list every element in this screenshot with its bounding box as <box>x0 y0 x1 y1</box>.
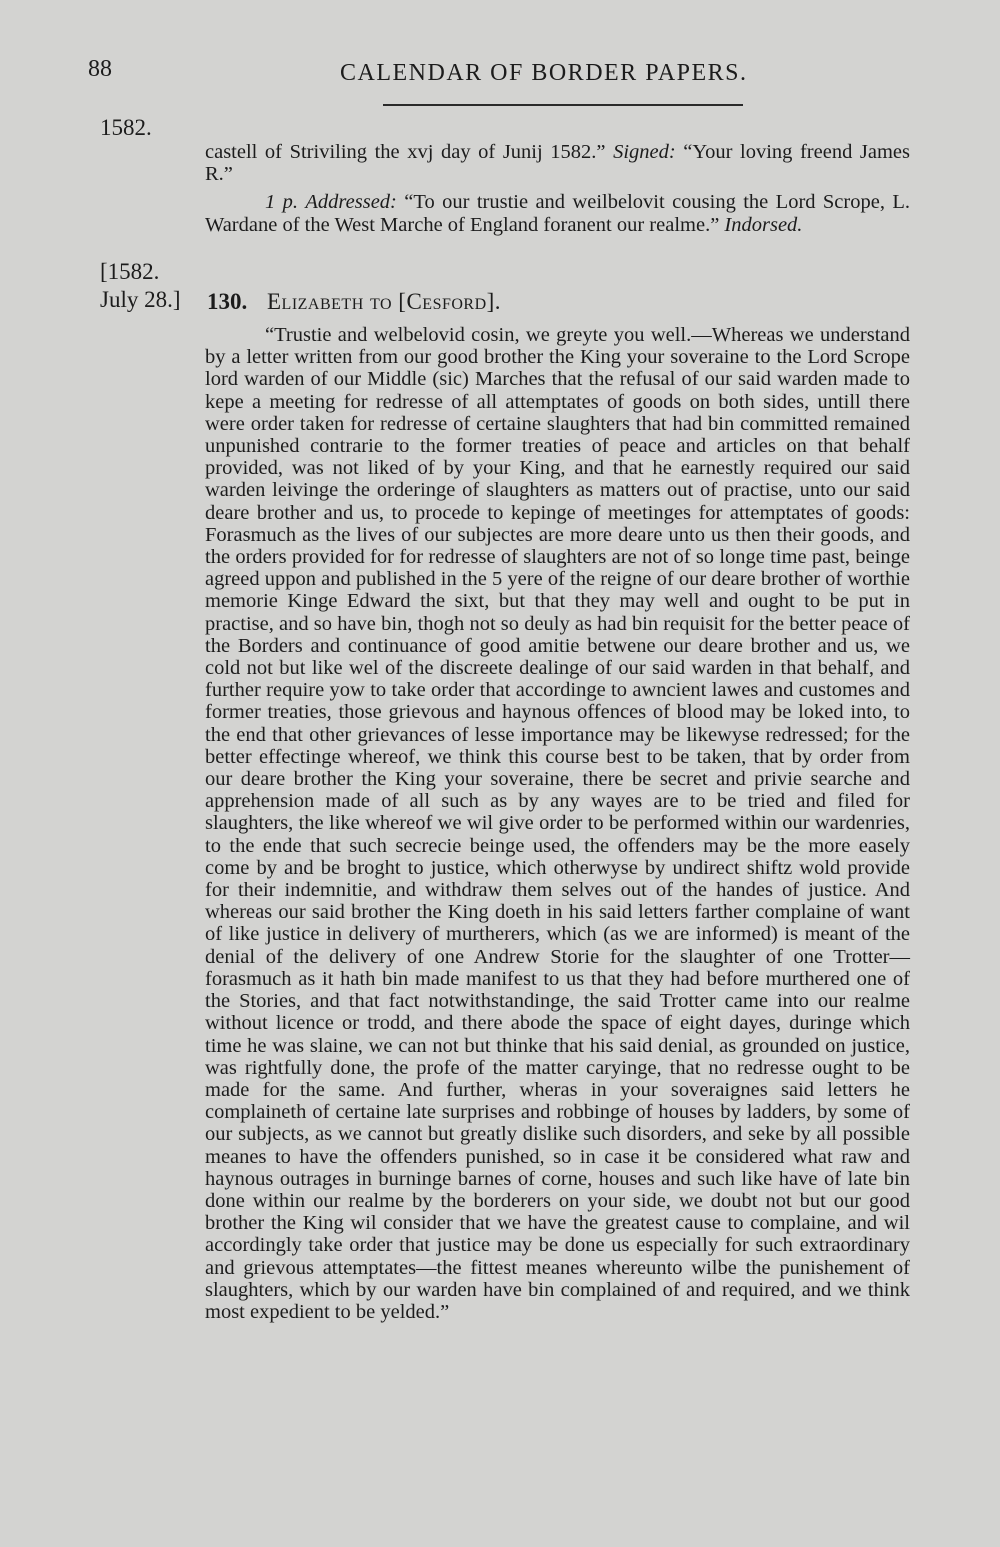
address-paragraph <box>205 191 910 235</box>
running-title: CALENDAR OF BORDER PAPERS. <box>340 60 748 86</box>
entry-body: “Trustie and welbelovid cosin, we greyte you well.—Whereas we understand by a letter written from our good brother the King your soveraine to the Lord Scrope lord warden of our Middle (sic) Marches that the refusal of our said warden made to kepe a meeting for redresse of all attemptates of goods on both sides, untill there were order taken for redresse of certaine slaughters that had bin committed remained unpunished contrarie to the former treaties of peace and articles on that behalf provided, was not liked of by your King, and that he earnestly required our said warden leivinge the orderinge of slaughters as matters out of practise, unto our said deare brother and us, to procede to kepinge of meetinges for attemptates of goods: Forasmuch as the lives of our subjectes are more deare unto us then their goods, and the orders provided for for redresse of slaughters are not of so longe time past, beinge agreed uppon and published in the 5 yere of the reigne of our deare brother of worthie memorie Kinge Edward the sixt, but that they may well and ought to be put in practise, and so have bin, thogh not so deuly as had bin requisit for the better peace of the Borders and continuance of good amitie betwene our deare brother and us, we cold not but like wel of the discreete dealinge of our said warden in that behalf, and further require yow to take order that accordinge to awncient lawes and customes and former treaties, those grievous and haynous offences of blood may be loked into, to the end that other grievances of lesse importance may be likewyse redressed; for the better effectinge whereof, we think this course best to be taken, that by order from our deare brother the King your soveraine, there be secret and privie searche and apprehension made of all such as by any wayes are to be tried and filed for slaughters, the like whereof we wil give order to be performed within our wardenries, to the ende that such secrecie beinge used, the offenders may be the more easely come by and be broght to justice, which otherwyse by undirect shiftz wold provide for their indemnitie, and withdraw them selves out of the handes of justice. And whereas our said brother the King doeth in his said letters farther complaine of want of like justice in delivery of murtherers, which (as we are informed) is meant of the denial of the delivery of one Andrew Storie for the slaughter of one Trotter—forasmuch as it hath bin made manifest to us that they had before murthered one of the Stories, and that fact notwithstandinge, the said Trotter came into our realme without licence or trodd, and there abode the space of eight dayes, duringe which time he was slaine, we can not but thinke that his said denial, as grounded on justice, was rightfully done, the profe of the matter caryinge, that no redresse ought to be made for the same. And further, wheras in your soveraignes said letters he complaineth of certaine late surprises and robbinge of houses by ladders, by some of our subjects, as we cannot but greatly dislike such disorders, and seke by all possible meanes to have the offenders punished, so in case it be considered what raw and haynous outrages in burninge barnes of corne, houses and such like have of late bin done within our realme by the borderers on your side, we doubt not but our good brother the King wil consider that we have the greatest cause to complaine, and wil accordingly take order that justice may be done us especially for such extraordinary and grievous attemptates—the fittest meanes whereunto wilbe the punishement of slaughters, which by our warden have bin complained of and required, and we think most expedient to be yelded.” <box>205 324 910 1323</box>
margin-entry-date-day: July 28.] <box>100 287 181 312</box>
addressed-text: “To our trustie and weilbelovit cousing the Lord Scrope, L. Wardane of the West Marche of England foranent our realme.” <box>205 191 910 236</box>
entry-title: Elizabeth to [Cesford]. <box>267 289 502 314</box>
entry-heading <box>207 289 501 315</box>
previous-entry-block <box>205 141 910 236</box>
signed-label: Signed: <box>613 141 676 163</box>
previous-entry-closing <box>205 141 910 185</box>
margin-year: 1582. <box>100 115 152 140</box>
signed-text: “Your loving freend James R.” <box>205 141 911 186</box>
indorsed-note: Indorsed. <box>724 213 803 236</box>
header-rule <box>383 104 743 106</box>
previous-entry-text: castell of Striviling the xvj day of Junij 1582.” <box>205 141 606 163</box>
addressed-label: Addressed: <box>305 191 397 214</box>
margin-entry-date-year: [1582. <box>100 259 160 284</box>
page-number: 88 <box>88 56 112 82</box>
page-count: 1 p. <box>265 191 299 214</box>
entry-number: 130. <box>207 289 248 314</box>
entry-body-block <box>205 324 910 1323</box>
